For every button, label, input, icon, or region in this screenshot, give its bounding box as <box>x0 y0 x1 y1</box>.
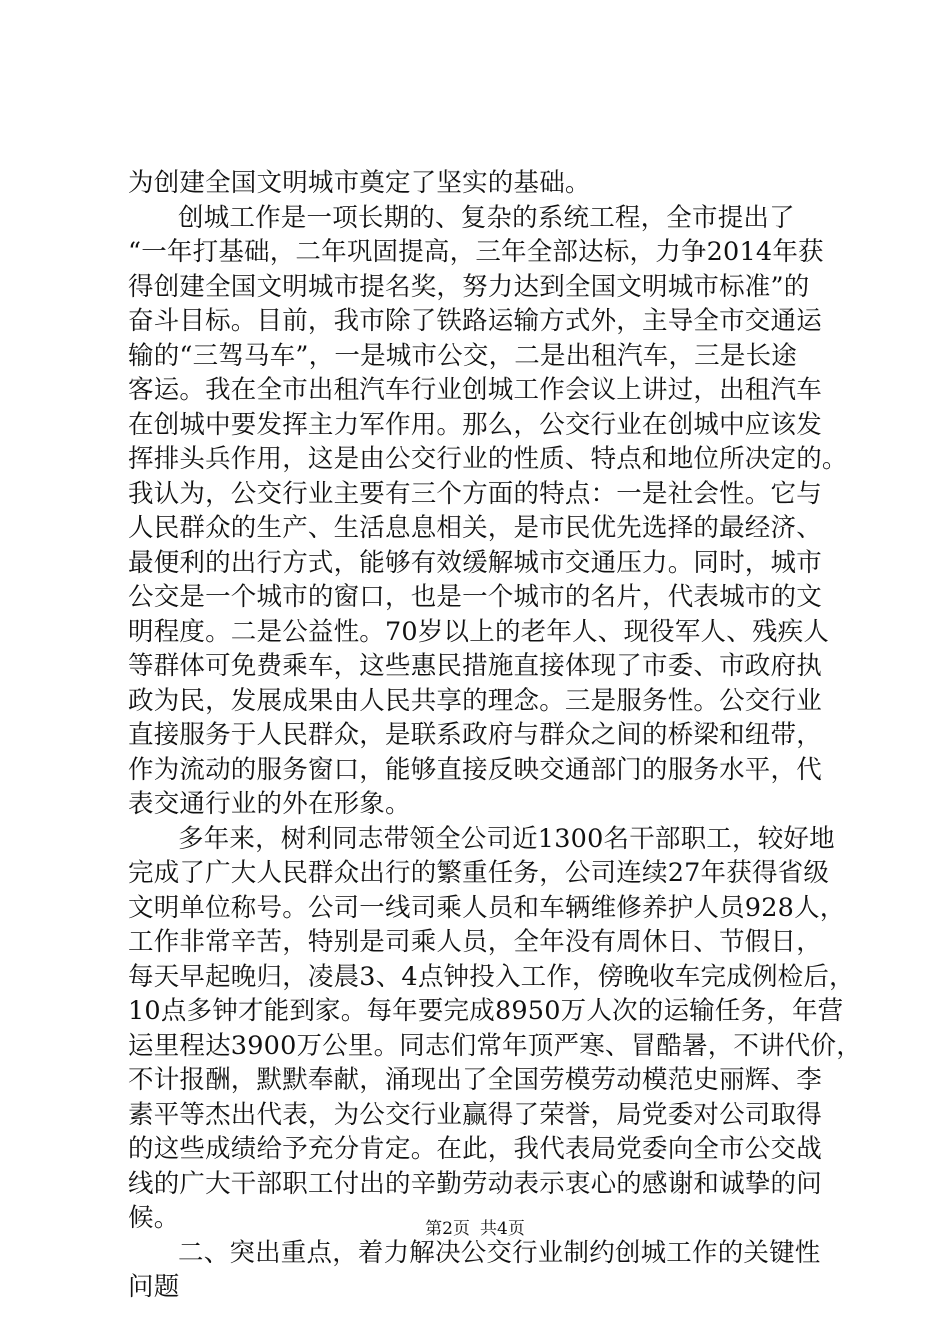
page-number: 第2页 <box>425 1219 470 1239</box>
text-line: 直接服务于人民群众，是联系政府与群众之间的桥梁和纽带， <box>128 720 822 750</box>
text-line: 作为流动的服务窗口，能够直接反映交通部门的服务水平，代 <box>128 754 822 785</box>
text-line: 素平等杰出代表，为公交行业赢得了荣誉，局党委对公司取得 <box>128 1099 822 1130</box>
page-total: 共4页 <box>480 1219 525 1239</box>
text-line: 工作非常辛苦，特别是司乘人员，全年没有周休日、节假日， <box>128 927 822 957</box>
text-line: 挥排头兵作用，这是由公交行业的性质、特点和地位所决定的。 <box>128 444 848 474</box>
section-heading-continued: 问题 <box>128 1272 180 1302</box>
text-line: 明程度。二是公益性。70岁以上的老年人、现役军人、残疾人 <box>128 616 830 647</box>
text-line: 候。 <box>128 1203 180 1233</box>
text-line: 在创城中要发挥主力军作用。那么，公交行业在创城中应该发 <box>128 409 822 440</box>
text-line: 完成了广大人民群众出行的繁重任务，公司连续27年获得省级 <box>128 858 830 888</box>
text-line: 最便利的出行方式，能够有效缓解城市交通压力。同时，城市 <box>128 547 822 578</box>
text-line: 10点多钟才能到家。每年要完成8950万人次的运输任务，年营 <box>128 996 844 1026</box>
text-line: 人民群众的生产、生活息息相关，是市民优先选择的最经济、 <box>128 513 822 543</box>
text-line: 文明单位称号。公司一线司乘人员和车辆维修养护人员928人， <box>128 892 846 923</box>
text-line: 得创建全国文明城市提名奖，努力达到全国文明城市标准”的 <box>128 271 810 302</box>
text-line: 的这些成绩给予充分肯定。在此，我代表局党委向全市公交战 <box>128 1134 822 1164</box>
text-line: 运里程达3900万公里。同志们常年顶严寒、冒酷暑，不讲代价， <box>128 1030 862 1061</box>
text-line: 客运。我在全市出租汽车行业创城工作会议上讲过，出租汽车 <box>128 375 822 405</box>
text-line: 每天早起晚归，凌晨3、4点钟投入工作，傍晚收车完成例检后， <box>128 961 855 992</box>
text-line: 输的“三驾马车”，一是城市公交，二是出租汽车，三是长途 <box>128 340 797 371</box>
text-line: 政为民，发展成果由人民共享的理念。三是服务性。公交行业 <box>128 685 822 716</box>
text-line: 公交是一个城市的窗口，也是一个城市的名片，代表城市的文 <box>128 582 822 612</box>
text-line: 表交通行业的外在形象。 <box>128 789 411 819</box>
text-line: 线的广大干部职工付出的辛勤劳动表示衷心的感谢和诚挚的问 <box>128 1168 822 1199</box>
text-line: 不计报酬，默默奉献，涌现出了全国劳模劳动模范史丽辉、李 <box>128 1065 822 1095</box>
section-heading: 二、突出重点，着力解决公交行业制约创城工作的关键性 <box>178 1237 821 1268</box>
paragraph-first-line: 创城工作是一项长期的、复杂的系统工程，全市提出了 <box>178 202 795 233</box>
page-footer <box>0 1218 950 1240</box>
text-line: 为创建全国文明城市奠定了坚实的基础。 <box>128 168 591 198</box>
document-body <box>128 166 862 1305</box>
paragraph-first-line: 多年来，树利同志带领全公司近1300名干部职工，较好地 <box>178 823 835 854</box>
text-line: 我认为，公交行业主要有三个方面的特点：一是社会性。它与 <box>128 478 822 509</box>
text-line: 等群体可免费乘车，这些惠民措施直接体现了市委、市政府执 <box>128 651 822 681</box>
text-line: “一年打基础，二年巩固提高，三年全部达标，力争2014年获 <box>128 237 824 267</box>
text-line: 奋斗目标。目前，我市除了铁路运输方式外，主导全市交通运 <box>128 306 822 336</box>
